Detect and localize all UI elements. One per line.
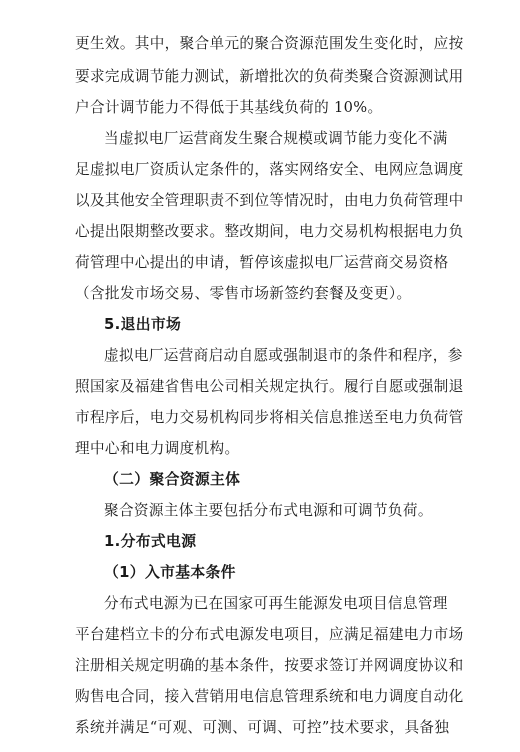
section-heading: 5.退出市场 xyxy=(104,316,182,333)
paragraph-line: 购售电合同，接入营销用电信息管理系统和电力调度自动化 xyxy=(75,688,464,705)
paragraph-line: 分布式电源为已在国家可再生能源发电项目信息管理 xyxy=(104,595,448,612)
paragraph-line: 理中心和电力调度机构。 xyxy=(75,440,240,457)
paragraph-line: 系统并满足“可观、可测、可调、可控”技术要求，具备独 xyxy=(75,719,450,736)
paragraph-line: 当虚拟电厂运营商发生聚合规模或调节能力变化不满 xyxy=(104,130,448,147)
paragraph-line: 户合计调节能力不得低于其基线负荷的 10%。 xyxy=(75,99,383,116)
subsection-heading: 1.分布式电源 xyxy=(104,533,197,550)
paragraph-line: 照国家及福建省售电公司相关规定执行。履行自愿或强制退 xyxy=(75,378,464,395)
paragraph-line: 更生效。其中，聚合单元的聚合资源范围发生变化时，应按 xyxy=(75,35,464,52)
paragraph-line: 注册相关规定明确的基本条件，按要求签订并网调度协议和 xyxy=(75,657,464,674)
subsection-heading: （1）入市基本条件 xyxy=(104,564,236,581)
paragraph-line: （含批发市场交易、零售市场新签约套餐及变更）。 xyxy=(75,285,412,302)
paragraph-line: 虚拟电厂运营商启动自愿或强制退市的条件和程序，参 xyxy=(104,347,463,364)
paragraph-line: 足虚拟电厂资质认定条件的，落实网络安全、电网应急调度 xyxy=(75,161,464,178)
paragraph-line: 平台建档立卡的分布式电源发电项目，应满足福建电力市场 xyxy=(75,626,464,643)
paragraph-line: 心提出限期整改要求。整改期间，电力交易机构根据电力负 xyxy=(75,223,464,240)
paragraph-line: 要求完成调节能力测试，新增批次的负荷类聚合资源测试用 xyxy=(75,68,464,85)
paragraph-line: 市程序后，电力交易机构同步将相关信息推送至电力负荷管 xyxy=(75,409,464,426)
section-heading: （二）聚合资源主体 xyxy=(104,471,241,488)
paragraph-line: 荷管理中心提出的申请，暂停该虚拟电厂运营商交易资格 xyxy=(75,254,449,271)
paragraph-line: 以及其他安全管理职责不到位等情况时，由电力负荷管理中 xyxy=(75,192,464,209)
paragraph-line: 聚合资源主体主要包括分布式电源和可调节负荷。 xyxy=(104,502,433,519)
